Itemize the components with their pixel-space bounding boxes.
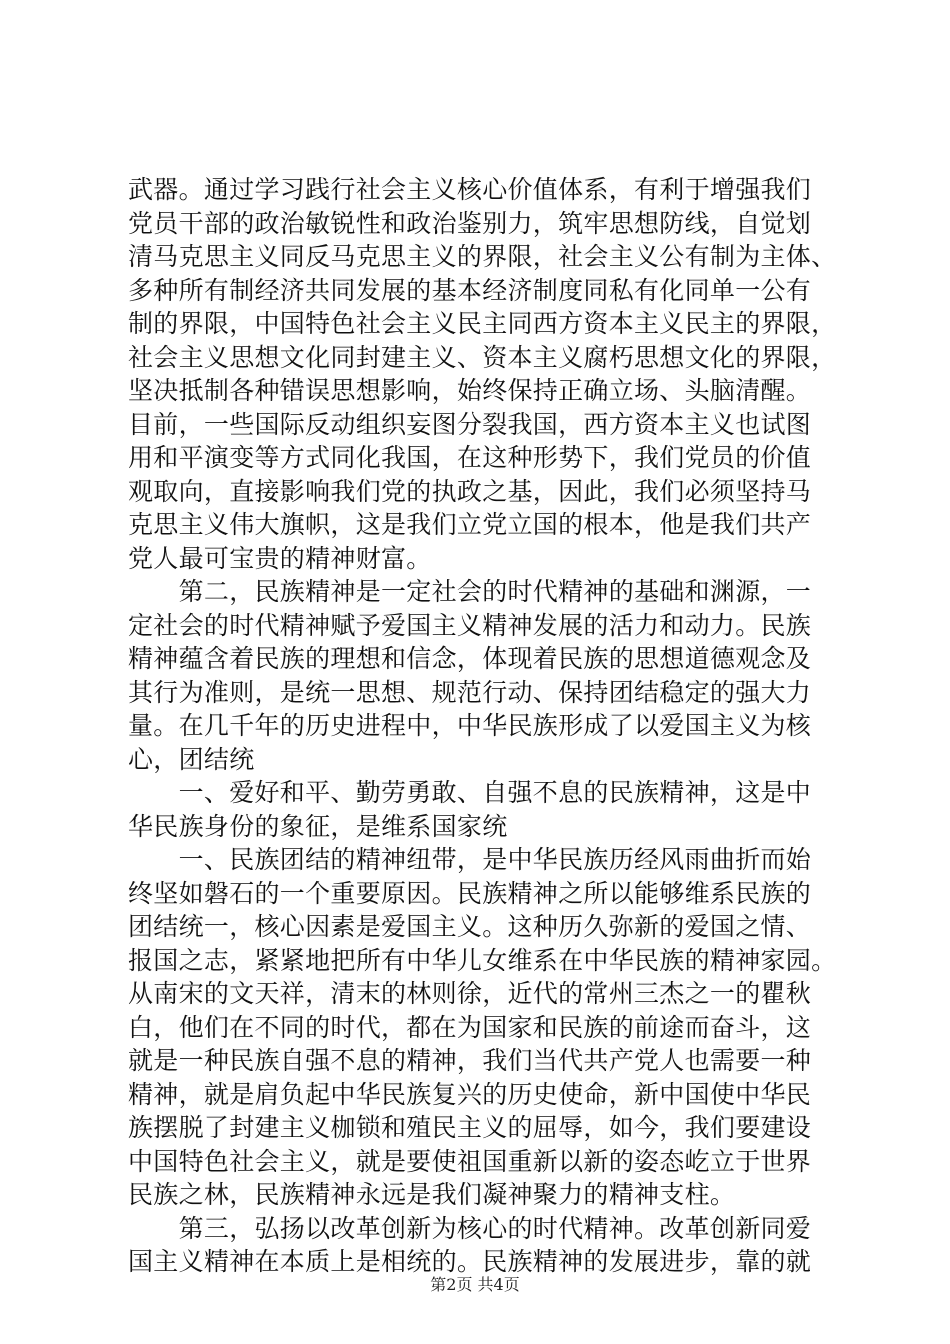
text-line: 多种所有制经济共同发展的基本经济制度同私有化同单一公有 xyxy=(128,275,812,305)
text-line: 第三，弘扬以改革创新为核心的时代精神。改革创新同爱 xyxy=(128,1213,812,1243)
text-line: 就是一种民族自强不息的精神，我们当代共产党人也需要一种 xyxy=(128,1046,812,1075)
text-line: 党人最可宝贵的精神财富。 xyxy=(128,543,432,573)
text-line: 精神，就是肩负起中华民族复兴的历史使命，新中国使中华民 xyxy=(128,1079,812,1109)
text-line: 一、民族团结的精神纽带，是中华民族历经风雨曲折而始 xyxy=(128,845,812,874)
text-line: 定社会的时代精神赋予爱国主义精神发展的活力和动力。民族 xyxy=(128,610,812,640)
text-line: 党员干部的政治敏锐性和政治鉴别力，筑牢思想防线，自觉划 xyxy=(128,208,812,238)
text-line: 用和平演变等方式同化我国，在这种形势下，我们党员的价值 xyxy=(128,443,812,472)
text-line: 中国特色社会主义，就是要使祖国重新以新的姿态屹立于世界 xyxy=(128,1146,812,1176)
page-footer: 第2页 共4页 xyxy=(430,1275,520,1294)
text-line: 克思主义伟大旗帜，这是我们立党立国的根本，他是我们共产 xyxy=(128,510,812,539)
text-line: 从南宋的文天祥，清末的林则徐，近代的常州三杰之一的瞿秋 xyxy=(128,979,812,1008)
text-line: 观取向，直接影响我们党的执政之基，因此，我们必须坚持马 xyxy=(128,476,812,506)
text-line: 武器。通过学习践行社会主义核心价值体系，有利于增强我们 xyxy=(128,175,812,204)
text-line: 报国之志，紧紧地把所有中华儿女维系在中华民族的精神家园。 xyxy=(128,945,837,975)
text-line: 清马克思主义同反马克思主义的界限，社会主义公有制为主体、 xyxy=(128,242,837,271)
text-line: 终坚如磐石的一个重要原因。民族精神之所以能够维系民族的 xyxy=(128,878,812,908)
text-line: 其行为准则，是统一思想、规范行动、保持团结稳定的强大力 xyxy=(128,677,812,707)
text-line: 目前，一些国际反动组织妄图分裂我国，西方资本主义也试图 xyxy=(128,409,812,439)
text-line: 一、爱好和平、勤劳勇敢、自强不息的民族精神，这是中 xyxy=(128,778,812,807)
text-line: 族摆脱了封建主义枷锁和殖民主义的屈辱，如今，我们要建设 xyxy=(128,1113,812,1142)
text-line: 量。在几千年的历史进程中，中华民族形成了以爱国主义为核 xyxy=(128,711,812,740)
text-line: 心，团结统 xyxy=(128,744,255,774)
text-line: 社会主义思想文化同封建主义、资本主义腐朽思想文化的界限， xyxy=(128,342,837,372)
text-line: 团结统一，核心因素是爱国主义。这种历久弥新的爱国之情、 xyxy=(128,912,812,941)
text-line: 民族之林，民族精神永远是我们凝神聚力的精神支柱。 xyxy=(128,1180,736,1209)
text-line: 制的界限，中国特色社会主义民主同西方资本主义民主的界限， xyxy=(128,309,837,338)
text-line: 白，他们在不同的时代，都在为国家和民族的前途而奋斗，这 xyxy=(128,1012,812,1042)
text-line: 第二，民族精神是一定社会的时代精神的基础和渊源，一 xyxy=(128,577,812,606)
text-line: 华民族身份的象征，是维系国家统 xyxy=(128,811,508,841)
text-line: 国主义精神在本质上是相统的。民族精神的发展进步，靠的就 xyxy=(128,1247,812,1276)
text-line: 精神蕴含着民族的理想和信念，体现着民族的思想道德观念及 xyxy=(128,644,812,673)
text-line: 坚决抵制各种错误思想影响，始终保持正确立场、头脑清醒。 xyxy=(128,376,812,405)
document-body xyxy=(128,173,837,1279)
